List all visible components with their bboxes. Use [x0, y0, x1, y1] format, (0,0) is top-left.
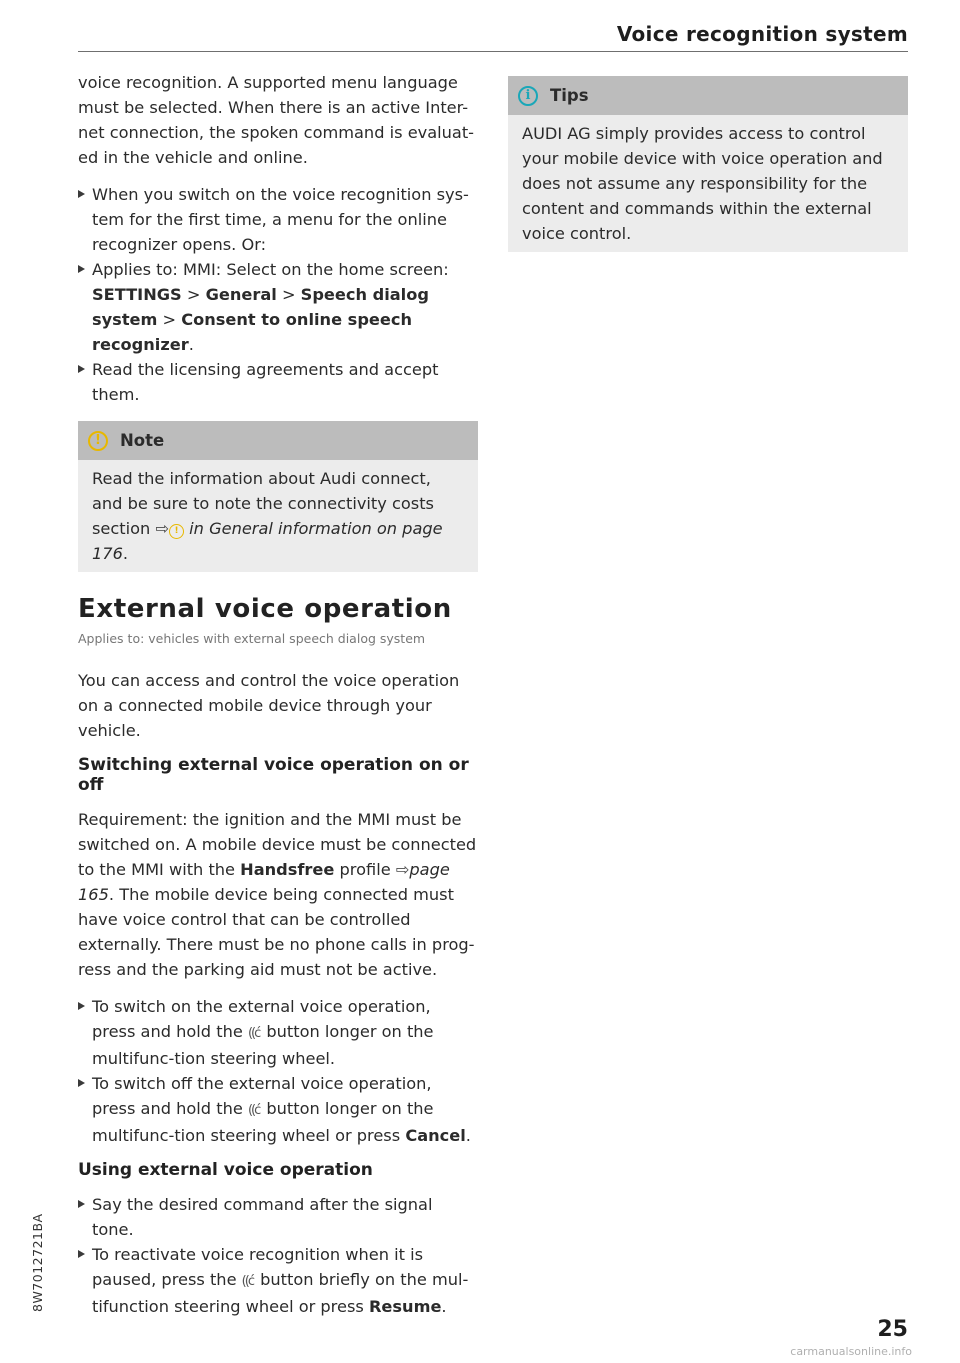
cancel-label: Cancel: [405, 1126, 466, 1145]
list-item: Say the desired command after the signal tone.: [78, 1192, 478, 1242]
menu-path-general: General: [205, 285, 277, 304]
page-header-title: Voice recognition system: [616, 22, 908, 46]
note-box: [78, 421, 478, 572]
tips-text: AUDI AG simply provides access to control your mobile device with voice operation and does not assume any responsibility for the content and commands within the external voice control.: [522, 124, 883, 243]
bullet-triangle-icon: [78, 1002, 85, 1010]
menu-path-speech-dialog: Speech dialog system: [92, 285, 429, 329]
tips-header: [508, 76, 908, 115]
menu-path-settings: SETTINGS: [92, 285, 182, 304]
menu-path-consent: Consent to online speech recognizer: [92, 310, 412, 354]
consent-steps-list: [78, 182, 478, 407]
section-intro-paragraph: You can access and control the voice operation on a connected mobile device through your vehicle.: [78, 671, 460, 740]
switch-steps-list: [78, 994, 478, 1148]
note-heading: Note: [120, 431, 165, 450]
page-reference-link[interactable]: page 165: [78, 860, 450, 904]
resume-label: Resume: [368, 1297, 442, 1316]
list-item: To switch on the external voice operation, press and hold the ((ć button longer on the multifunc-tion steering wheel.: [78, 994, 478, 1071]
cross-reference-arrow-icon: ⇨: [395, 860, 410, 879]
cross-reference-arrow-icon: ⇨: [155, 519, 170, 538]
header-divider: [78, 51, 908, 52]
list-item: To switch off the external voice operation, press and hold the ((ć button longer on the multifunc-tion steering wheel or press Cancel.: [78, 1071, 478, 1148]
note-cross-reference-link[interactable]: in General information on page 176: [92, 519, 443, 563]
note-header: [78, 421, 478, 460]
right-column: [508, 76, 908, 274]
bullet-triangle-icon: [78, 1200, 85, 1208]
applies-to-note: Applies to: vehicles with external speech dialog system: [78, 631, 426, 646]
note-exclamation-icon: !: [88, 431, 108, 451]
voice-button-icon: ((ć: [247, 1103, 260, 1118]
intro-paragraph: voice recognition. A supported menu language must be selected. When there is an active Inter-net connection, the spoken command is evaluat-ed in the vehicle and online.: [78, 73, 475, 167]
subheading-switch-on-off: Switching external voice operation on or off: [78, 755, 469, 795]
watermark: carmanualsonline.info: [790, 1345, 912, 1358]
list-item: When you switch on the voice recognition sys-tem for the first time, a menu for the online recognizer opens. Or:: [78, 182, 478, 257]
bullet-triangle-icon: [78, 1250, 85, 1258]
tips-body: [508, 115, 908, 252]
list-item: To reactivate voice recognition when it is paused, press the ((ć button briefly on the mul-tifunction steering wheel or press Resume.: [78, 1242, 478, 1319]
requirement-paragraph: Requirement: the ignition and the MMI must be switched on. A mobile device must be connected to the MMI with the Handsfree profile ⇨page 165. The mobile device being connected must have voice control that can be controlled externally. There must be no phone calls in prog-ress and the parking aid must not be active.: [78, 810, 477, 979]
section-title: External voice operation: [78, 594, 452, 624]
tips-box: [508, 76, 908, 252]
left-column: [78, 70, 478, 1331]
subheading-using-voice: Using external voice operation: [78, 1160, 373, 1180]
list-item: Read the licensing agreements and accept them.: [78, 357, 478, 407]
note-reference-icon: !: [169, 524, 184, 539]
bullet-triangle-icon: [78, 1079, 85, 1087]
info-icon: i: [518, 86, 538, 106]
bullet-triangle-icon: [78, 265, 85, 273]
handsfree-profile-label: Handsfree: [240, 860, 335, 879]
voice-button-icon: ((ć: [247, 1026, 260, 1041]
page-number: 25: [877, 1317, 908, 1342]
using-steps-list: [78, 1192, 478, 1319]
tips-heading: Tips: [550, 86, 589, 105]
bullet-triangle-icon: [78, 190, 85, 198]
note-body: Read the information about Audi connect, and be sure to note the connectivity costs section ⇨ ! in General information on page 176.: [92, 469, 443, 563]
voice-button-icon: ((ć: [241, 1274, 253, 1289]
list-item: Applies to: MMI: Select on the home screen: SETTINGS > General > Speech dialog system > Consent to online speech recognizer.: [78, 257, 478, 357]
document-code: 8W7012721BA: [30, 1213, 45, 1312]
bullet-triangle-icon: [78, 365, 85, 373]
